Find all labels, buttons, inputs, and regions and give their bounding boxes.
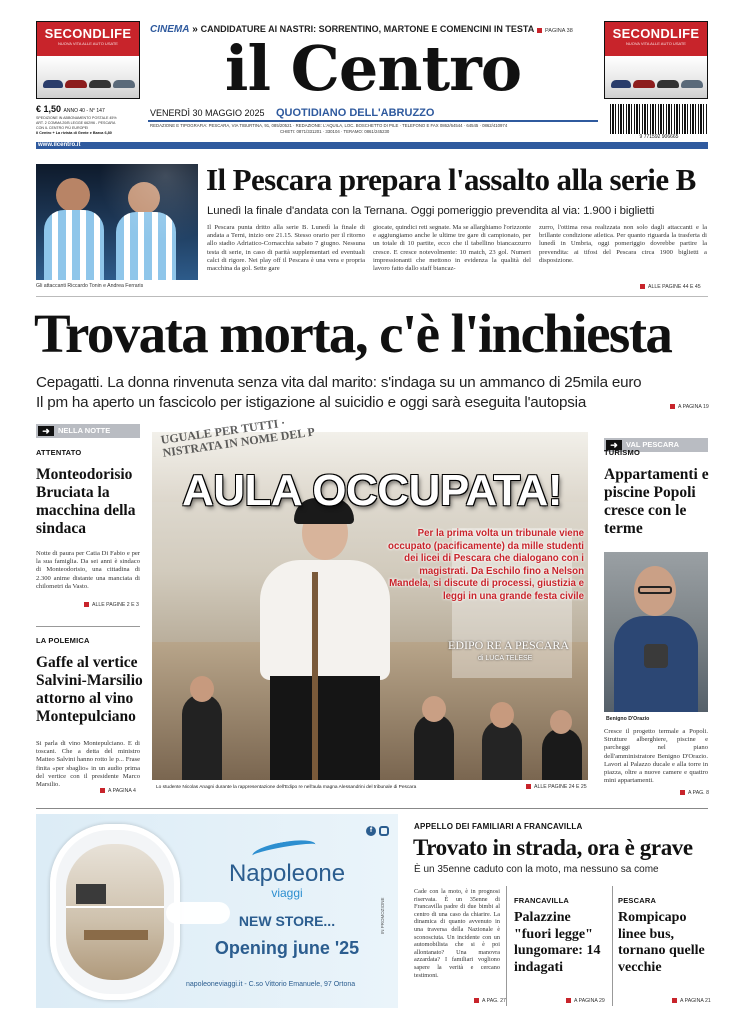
instagram-icon[interactable]: [379, 826, 389, 836]
right-text: Cresce il progetto termale a Popoli. Strutture alberghiere, piscine e parcheggi nel piano dell'amministratore Benigno D'Orazio. Lavori al Palazzo ducale e alla torre in piazza, oltre a nuove camere e quattro mini appartamenti.: [604, 728, 708, 785]
francavilla-text: Cade con la moto, è in prognosi riservata. È un 35enne di Francavilla padre di due bimbi al centro di una caso da chiarire. La dinamica di quanto avvenuto in una traversa della Nazionale è sconosciuta. Un incidente con un automobilista che si è poi allontanato? Una manovra azzardata? I familiari vogliono sapere la verità e cercano testimoni.: [414, 888, 500, 979]
kicker-polemica: LA POLEMICA: [36, 636, 90, 645]
price: € 1,50: [36, 104, 62, 114]
aula-caption: Lo studente Nicolas Anagni durante la rappresentazione dell'Edipo re nell'aula magna Alessandrini del tribunale di Pescara: [156, 785, 417, 790]
right-headline[interactable]: Appartamenti e piscine Popoli cresce con le terme: [604, 466, 709, 537]
top-bar-page-ref: PAGINA 38: [537, 28, 573, 34]
section-label: VAL PESCARA: [626, 440, 680, 449]
napoleone-ad[interactable]: [36, 814, 398, 1008]
aula-page-ref[interactable]: ALLE PAGINE 24 E 25: [526, 784, 587, 790]
secondlife-ad-right[interactable]: [604, 21, 708, 99]
aula-byline-title: EDIPO RE A PESCARA: [448, 638, 570, 652]
right-page-ref[interactable]: A PAG. 8: [680, 790, 709, 796]
ad-line1: NEW STORE...: [238, 913, 336, 929]
price-note: ART. 2 COMMA 20/B LEGGE 662/96 - PESCARA: [36, 121, 116, 125]
ad-address: napoleoneviaggi.it - C.so Vittorio Emanuele, 97 Ortona: [186, 981, 356, 988]
pescara-text-col3: zurro, l'ottima resa realizzata non solo dagli attaccanti e la brillante condizione atletica. Per quanto riguarda la trasferta di lunedì in Umbria, oggi pomeriggio dovrebbe partire la prevendita: ai tifosi del Pescara circa 1900 biglietti a disposizione.: [539, 224, 707, 264]
aula-headline[interactable]: AULA OCCUPATA!: [182, 466, 562, 515]
cars-image: [37, 56, 139, 98]
address-line: REDAZIONE E TIPOGRAFIA: PESCARA, VIA TIBURTINA, 91, 085/20521 · REDAZIONE: L'AQUILA, LOC. BOSCHETTO DI PILE · TELEFONO E FAX 0862/64544 · 64545 · 0862/410974: [150, 123, 508, 128]
pescara-photo-caption: Gli attaccanti Riccardo Tonin e Andrea Ferraris: [36, 283, 144, 289]
website-bar: [36, 142, 708, 149]
lead-sub2: Il pm ha aperto un fascicolo per istigazione al suicidio e oggi sarà eseguita l'autopsia: [36, 394, 587, 411]
address-line: CHIETI: 0871/331201 · 330104 · TERAMO: 0861/245230: [280, 129, 390, 134]
section-nella-notte: [36, 424, 140, 438]
francavilla-kicker: APPELLO DEI FAMILIARI A FRANCAVILLA: [414, 822, 583, 831]
francavilla-subheadline: È un 35enne caduto con la moto, ma nessuno sa come: [414, 864, 659, 875]
aula-body: Per la prima volta un tribunale viene occupato (pacificamente) da mille studenti dei licei di Pescara che dialogano con i magistrati. Da Eschilo fino a Nelson Mandela, si discute di processi, giustizia e leggi in una grande festa civile: [388, 528, 584, 602]
francavilla-ref[interactable]: A PAG. 27: [474, 998, 506, 1004]
pescara-photo: [36, 164, 198, 280]
cars-image: [605, 56, 707, 98]
facebook-icon[interactable]: f: [366, 826, 376, 836]
masthead-subtitle: QUOTIDIANO DELL'ABRUZZO: [276, 107, 435, 119]
ad-brand-sub: viaggi: [271, 886, 303, 900]
lead-page-ref[interactable]: A PAGINA 19: [670, 404, 709, 410]
pescara-box-headline[interactable]: Rompicapo linee bus, tornano quelle vecchie: [618, 910, 705, 975]
price-block: [36, 104, 144, 136]
arrow-right-icon: ➜: [38, 426, 54, 436]
barcode: [610, 104, 708, 134]
top-bar-section: CINEMA: [150, 24, 190, 35]
ad-brand: SECONDLIFE: [612, 26, 700, 41]
pescara-subheadline: Lunedì la finale d'andata con la Ternana. Oggi pomeriggio prevendita al via: 1.900 i biglietti: [207, 205, 655, 217]
website-link[interactable]: www.ilcentro.it: [38, 142, 81, 148]
secondlife-ad-left[interactable]: [36, 21, 140, 99]
price-note: SPEDIZIONE IN ABBONAMENTO POSTALE 45%: [36, 116, 117, 120]
left-ref2[interactable]: A PAGINA 4: [100, 788, 136, 794]
masthead-rule: [148, 120, 598, 122]
arrow-right-icon: ➜: [606, 440, 622, 450]
kicker-attentato: ATTENTATO: [36, 448, 82, 457]
francavilla-box-ref[interactable]: A PAGINA 29: [566, 998, 605, 1004]
aula-byline-author: di LUCA TELESE: [478, 655, 533, 662]
left-head1[interactable]: Monteodorisio Bruciata la macchina della sindaca: [36, 466, 136, 537]
left-ref1[interactable]: ALLE PAGINE 2 E 3: [84, 602, 139, 608]
lead-sub1: Cepagatti. La donna rinvenuta senza vita dal marito: s'indaga su un ammanco di 25mila euro: [36, 374, 642, 391]
barcode-number: 9 771592 906665: [610, 134, 708, 140]
left-head2[interactable]: Gaffe al vertice Salvini-Marsilio attorno al vino Montepulciano: [36, 654, 143, 725]
pescara-box-ref[interactable]: A PAGINA 21: [672, 998, 711, 1004]
francavilla-box-headline[interactable]: Palazzine "fuori legge" lungomare: 14 indagati: [514, 910, 601, 975]
lead-headline[interactable]: Trovata morta, c'è l'inchiesta: [34, 303, 672, 364]
left-text2: Si parla di vino Montepulciano. E di toscani. Che a detta del ministro Matteo Salvini hanno rotto le p... Frase finita «per sbaglio» in un audio prima del vertice con il presidente Marco Marsilio.: [36, 740, 140, 789]
section-label: NELLA NOTTE: [58, 426, 111, 435]
ad-line2: Opening june '25: [214, 938, 360, 958]
ad-vertical-text: IN PROMOZIONE: [380, 897, 385, 934]
double-chevron-icon: »: [192, 24, 198, 35]
francavilla-box-kicker: FRANCAVILLA: [514, 896, 569, 905]
ad-brand-name: Napoleone: [228, 860, 346, 887]
pescara-text-col1: Il Pescara punta dritto alla serie B. Lunedì la finale di andata a Terni, inizio ore 21.15. Stesso orario per il ritorno allo stadio Adriatico-Cornacchia sabato 7 giugno. Nessuna testa di serie, in caso di parità supplementari ed eventuali calci di rigore. Nei play off il Pescara è una vera e propria macchina da gol. Sette gare: [207, 224, 365, 273]
francavilla-headline[interactable]: Trovato in strada, ora è grave: [413, 835, 693, 860]
price-note: CON IL CENTRO PIÙ EUROPEI: [36, 126, 89, 130]
pescara-box-kicker: PESCARA: [618, 896, 657, 905]
pescara-headline[interactable]: Il Pescara prepara l'assalto alla serie B: [206, 162, 696, 197]
dorazio-caption: Benigno D'Orazio: [606, 716, 650, 722]
masthead-date: VENERDÌ 30 MAGGIO 2025: [150, 108, 265, 118]
dorazio-photo: [604, 552, 708, 712]
ad-brand: SECONDLIFE: [44, 26, 132, 41]
issue-number: ANNO 40 - N° 147: [63, 108, 105, 114]
ad-tagline: NUOVA VITA ALLE AUTO USATE: [58, 41, 118, 46]
ad-tagline: NUOVA VITA ALLE AUTO USATE: [626, 41, 686, 46]
kicker-turismo: TURISMO: [604, 448, 640, 457]
top-bar-headline: CANDIDATURE AI NASTRI: SORRENTINO, MARTONE E COMENCINI IN TESTA: [200, 24, 535, 34]
aula-banner-text: UGUALE PER TUTTI · NISTRATA IN NOME DEL P: [159, 415, 316, 460]
masthead-title[interactable]: il Centro: [224, 32, 522, 105]
pescara-page-ref[interactable]: ALLE PAGINE 44 E 45: [640, 284, 701, 290]
left-text1: Notte di paura per Catia Di Fabio e per la sua famiglia. Da sei anni è sindaco di Monteodorisio, una cittadina di 2.300 anime distante una manciata di chilometri da Vasto.: [36, 550, 140, 590]
pescara-text-col2: giocate, quindici reti segnate. Ma se allarghiamo l'orizzonte e aggiungiamo anche le ultime tre gare di campionato, per un totale di 10 partite, ecco che il tabellino biancazzurro cresce. E cresce notevolmente: 10 match, 23 gol. Numeri impressionanti che mettono in evidenza la qualità del lavoro fatto dallo staff biancaz-: [373, 224, 531, 273]
store-photo: [66, 844, 164, 980]
price-note: Il Centro + La rivista di Gente e Barca 6,80: [36, 131, 112, 135]
